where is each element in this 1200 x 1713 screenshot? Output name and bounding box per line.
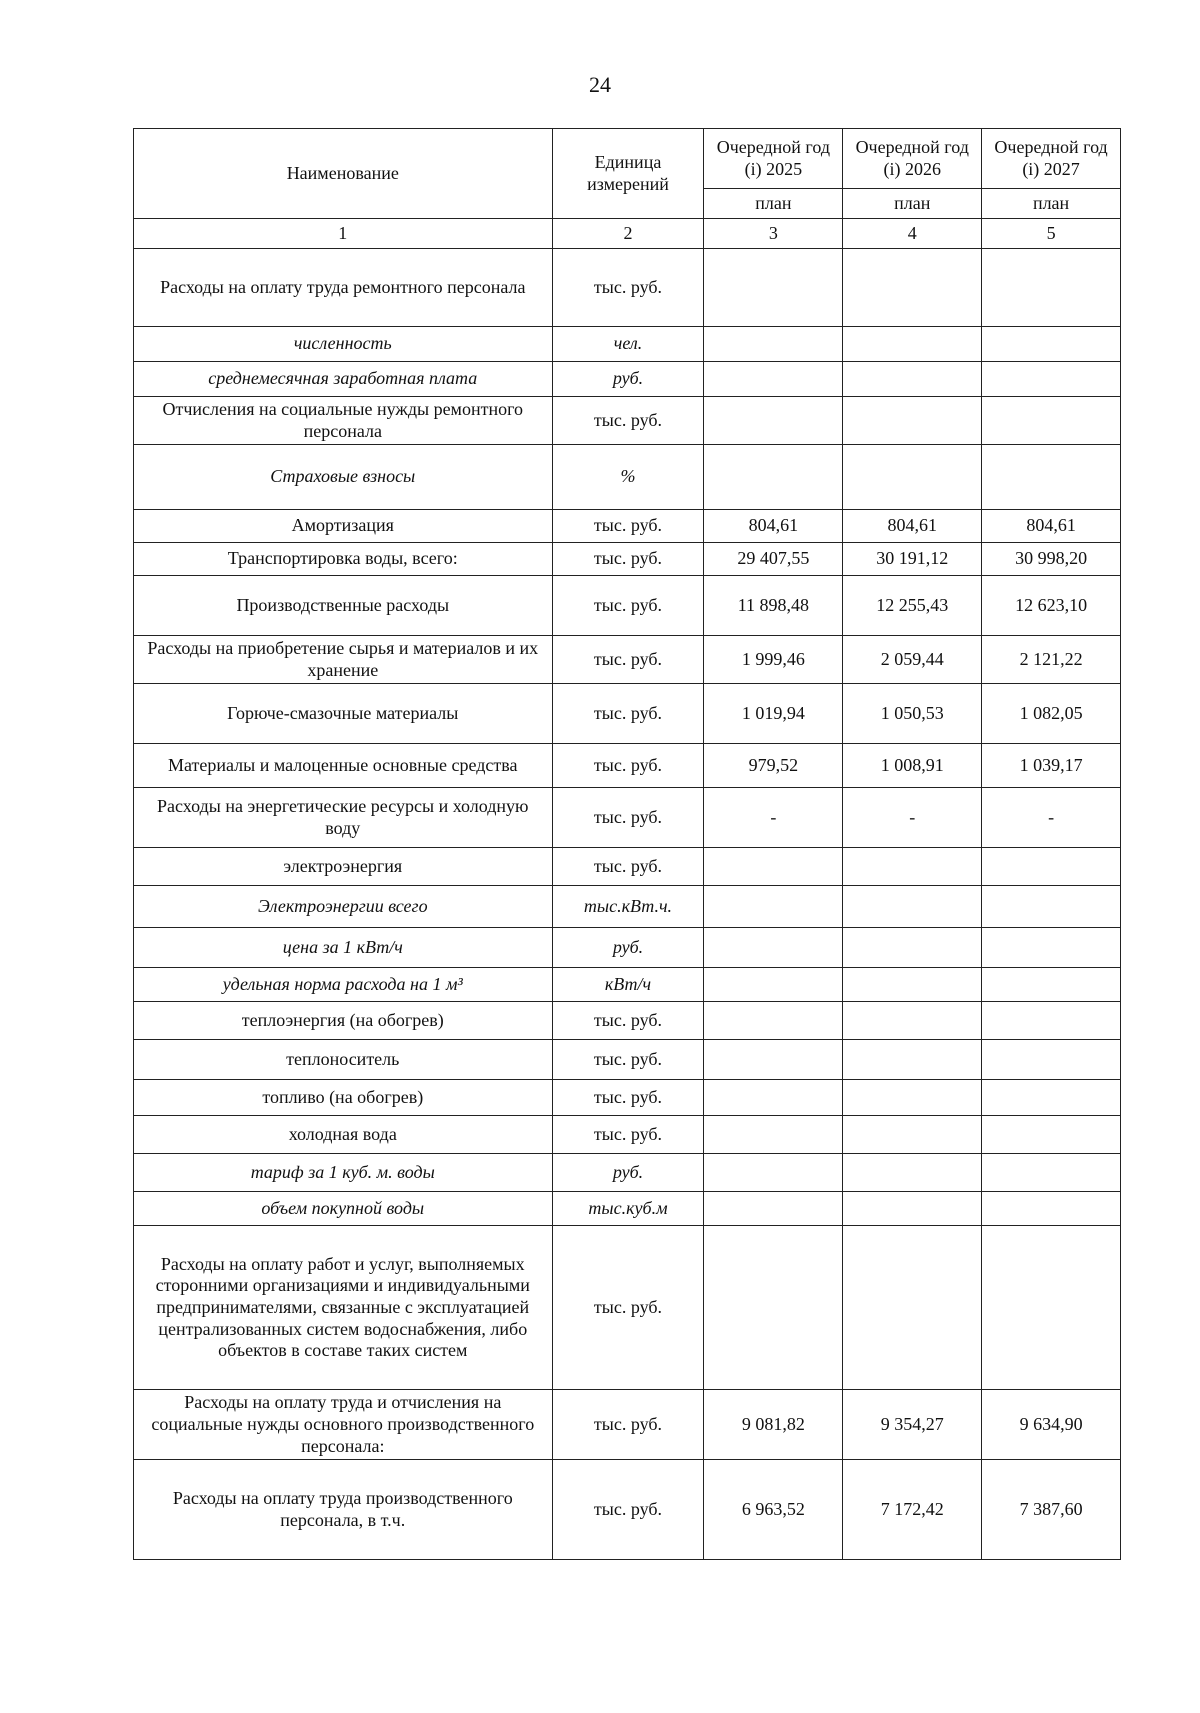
col-number-3: 3	[704, 219, 843, 249]
row-value-2026	[843, 1002, 982, 1040]
row-value-2027	[982, 1002, 1121, 1040]
row-unit: тыс. руб.	[552, 1460, 704, 1560]
row-value-2026	[843, 1080, 982, 1116]
row-value-2026: 1 008,91	[843, 744, 982, 788]
row-value-2025: 804,61	[704, 510, 843, 543]
row-value-2027	[982, 1226, 1121, 1390]
row-name: тариф за 1 куб. м. воды	[134, 1154, 553, 1192]
row-value-2026	[843, 249, 982, 327]
row-value-2027	[982, 848, 1121, 886]
row-value-2025: 29 407,55	[704, 543, 843, 576]
row-value-2026: 7 172,42	[843, 1460, 982, 1560]
row-value-2027	[982, 1116, 1121, 1154]
row-value-2027	[982, 327, 1121, 362]
row-value-2026: -	[843, 788, 982, 848]
row-value-2026	[843, 362, 982, 397]
row-unit: чел.	[552, 327, 704, 362]
row-unit: тыс. руб.	[552, 1002, 704, 1040]
table-row	[134, 886, 1121, 928]
row-value-2027: 30 998,20	[982, 543, 1121, 576]
row-value-2027: 1 039,17	[982, 744, 1121, 788]
table-row	[134, 362, 1121, 397]
header-name: Наименование	[134, 129, 553, 219]
header-year-2026: Очередной год (i) 2026	[843, 129, 982, 189]
row-unit: тыс. руб.	[552, 543, 704, 576]
row-value-2027	[982, 1040, 1121, 1080]
table-row	[134, 1002, 1121, 1040]
row-value-2026: 804,61	[843, 510, 982, 543]
row-value-2027	[982, 1192, 1121, 1226]
row-name: Горюче-смазочные материалы	[134, 684, 553, 744]
row-unit: руб.	[552, 1154, 704, 1192]
row-value-2027	[982, 249, 1121, 327]
row-name: Амортизация	[134, 510, 553, 543]
row-unit: тыс. руб.	[552, 1226, 704, 1390]
row-value-2025	[704, 886, 843, 928]
row-value-2027	[982, 886, 1121, 928]
row-unit: тыс. руб.	[552, 397, 704, 445]
row-unit: руб.	[552, 928, 704, 968]
header-plan-3: план	[982, 189, 1121, 219]
row-name: Расходы на приобретение сырья и материалов и их хранение	[134, 636, 553, 684]
table-row	[134, 1192, 1121, 1226]
row-name: теплоэнергия (на обогрев)	[134, 1002, 553, 1040]
row-value-2026	[843, 327, 982, 362]
row-value-2026	[843, 1040, 982, 1080]
table-row	[134, 684, 1121, 744]
table-row	[134, 636, 1121, 684]
row-value-2025: 979,52	[704, 744, 843, 788]
row-value-2026	[843, 848, 982, 886]
row-value-2025	[704, 928, 843, 968]
table-row	[134, 1116, 1121, 1154]
table-row	[134, 249, 1121, 327]
header-row-col-numbers	[134, 219, 1121, 249]
row-value-2026: 12 255,43	[843, 576, 982, 636]
row-value-2025	[704, 249, 843, 327]
header-year-2025: Очередной год (i) 2025	[704, 129, 843, 189]
table-row	[134, 397, 1121, 445]
row-value-2026	[843, 1226, 982, 1390]
row-unit: тыс. руб.	[552, 848, 704, 886]
row-name: Расходы на энергетические ресурсы и холодную воду	[134, 788, 553, 848]
row-name: Материалы и малоценные основные средства	[134, 744, 553, 788]
table-row	[134, 543, 1121, 576]
row-value-2027	[982, 397, 1121, 445]
header-plan-1: план	[704, 189, 843, 219]
row-name: электроэнергия	[134, 848, 553, 886]
row-unit: тыс. руб.	[552, 576, 704, 636]
col-number-2: 2	[552, 219, 704, 249]
table-row	[134, 744, 1121, 788]
row-unit: %	[552, 445, 704, 510]
table-row	[134, 1226, 1121, 1390]
row-name: численность	[134, 327, 553, 362]
row-unit: тыс. руб.	[552, 1080, 704, 1116]
row-value-2027	[982, 445, 1121, 510]
row-name: Страховые взносы	[134, 445, 553, 510]
row-unit: тыс. руб.	[552, 249, 704, 327]
table-row	[134, 510, 1121, 543]
row-unit: тыс. руб.	[552, 636, 704, 684]
row-value-2025: -	[704, 788, 843, 848]
table-row	[134, 1080, 1121, 1116]
row-name: Расходы на оплату труда ремонтного персонала	[134, 249, 553, 327]
row-unit: тыс.куб.м	[552, 1192, 704, 1226]
row-name: Расходы на оплату труда производственного персонала, в т.ч.	[134, 1460, 553, 1560]
row-name: Электроэнергии всего	[134, 886, 553, 928]
row-value-2027: 804,61	[982, 510, 1121, 543]
row-value-2026: 9 354,27	[843, 1390, 982, 1460]
table-row	[134, 1460, 1121, 1560]
row-value-2026	[843, 968, 982, 1002]
row-value-2026: 1 050,53	[843, 684, 982, 744]
row-value-2026	[843, 445, 982, 510]
row-unit: тыс. руб.	[552, 684, 704, 744]
table-row	[134, 848, 1121, 886]
row-value-2027	[982, 1154, 1121, 1192]
row-unit: тыс.кВт.ч.	[552, 886, 704, 928]
table-row	[134, 327, 1121, 362]
row-value-2025	[704, 848, 843, 886]
row-unit: тыс. руб.	[552, 744, 704, 788]
header-row-years	[134, 129, 1121, 189]
row-value-2025	[704, 1002, 843, 1040]
row-value-2027	[982, 968, 1121, 1002]
row-unit: тыс. руб.	[552, 510, 704, 543]
row-unit: руб.	[552, 362, 704, 397]
table-row	[134, 1390, 1121, 1460]
row-value-2027: 1 082,05	[982, 684, 1121, 744]
row-value-2027: -	[982, 788, 1121, 848]
row-name: Транспортировка воды, всего:	[134, 543, 553, 576]
row-unit: тыс. руб.	[552, 788, 704, 848]
row-value-2027: 7 387,60	[982, 1460, 1121, 1560]
table-row	[134, 445, 1121, 510]
row-value-2025	[704, 1226, 843, 1390]
row-value-2027	[982, 362, 1121, 397]
row-value-2025: 1 019,94	[704, 684, 843, 744]
row-name: удельная норма расхода на 1 м³	[134, 968, 553, 1002]
row-name: Расходы на оплату труда и отчисления на социальные нужды основного производственного персонала:	[134, 1390, 553, 1460]
row-value-2025: 1 999,46	[704, 636, 843, 684]
row-name: Расходы на оплату работ и услуг, выполняемых сторонними организациями и индивидуальными предпринимателями, связанные с эксплуатацией централизованных систем водоснабжения, либо объектов в составе таких систем	[134, 1226, 553, 1390]
row-name: среднемесячная заработная плата	[134, 362, 553, 397]
row-value-2027: 12 623,10	[982, 576, 1121, 636]
row-name: объем покупной воды	[134, 1192, 553, 1226]
row-value-2025	[704, 1192, 843, 1226]
table-row	[134, 968, 1121, 1002]
row-value-2025: 11 898,48	[704, 576, 843, 636]
row-name: цена за 1 кВт/ч	[134, 928, 553, 968]
row-value-2025	[704, 1116, 843, 1154]
row-name: холодная вода	[134, 1116, 553, 1154]
header-unit: Единица измерений	[552, 129, 704, 219]
row-value-2026	[843, 886, 982, 928]
row-value-2026	[843, 1116, 982, 1154]
row-value-2025	[704, 1040, 843, 1080]
row-value-2026	[843, 1154, 982, 1192]
row-value-2027	[982, 928, 1121, 968]
table-row	[134, 788, 1121, 848]
table-body	[134, 249, 1121, 1560]
header-plan-2: план	[843, 189, 982, 219]
row-value-2027: 9 634,90	[982, 1390, 1121, 1460]
row-unit: тыс. руб.	[552, 1116, 704, 1154]
table-row	[134, 928, 1121, 968]
row-value-2025	[704, 1154, 843, 1192]
row-value-2026: 2 059,44	[843, 636, 982, 684]
row-value-2025: 6 963,52	[704, 1460, 843, 1560]
header-year-2027: Очередной год (i) 2027	[982, 129, 1121, 189]
row-unit: кВт/ч	[552, 968, 704, 1002]
row-value-2025	[704, 445, 843, 510]
page-number: 24	[589, 72, 611, 97]
row-value-2025	[704, 1080, 843, 1116]
row-value-2026	[843, 928, 982, 968]
row-unit: тыс. руб.	[552, 1040, 704, 1080]
col-number-1: 1	[134, 219, 553, 249]
row-unit: тыс. руб.	[552, 1390, 704, 1460]
row-value-2026: 30 191,12	[843, 543, 982, 576]
col-number-4: 4	[843, 219, 982, 249]
row-name: теплоноситель	[134, 1040, 553, 1080]
row-value-2025	[704, 362, 843, 397]
row-value-2025	[704, 397, 843, 445]
table-row	[134, 576, 1121, 636]
table-row	[134, 1040, 1121, 1080]
row-value-2026	[843, 397, 982, 445]
row-value-2025: 9 081,82	[704, 1390, 843, 1460]
row-name: топливо (на обогрев)	[134, 1080, 553, 1116]
table-row	[134, 1154, 1121, 1192]
budget-table	[133, 128, 1121, 1560]
row-value-2025	[704, 968, 843, 1002]
row-value-2026	[843, 1192, 982, 1226]
col-number-5: 5	[982, 219, 1121, 249]
row-name: Производственные расходы	[134, 576, 553, 636]
row-value-2027: 2 121,22	[982, 636, 1121, 684]
row-value-2025	[704, 327, 843, 362]
row-name: Отчисления на социальные нужды ремонтного персонала	[134, 397, 553, 445]
row-value-2027	[982, 1080, 1121, 1116]
